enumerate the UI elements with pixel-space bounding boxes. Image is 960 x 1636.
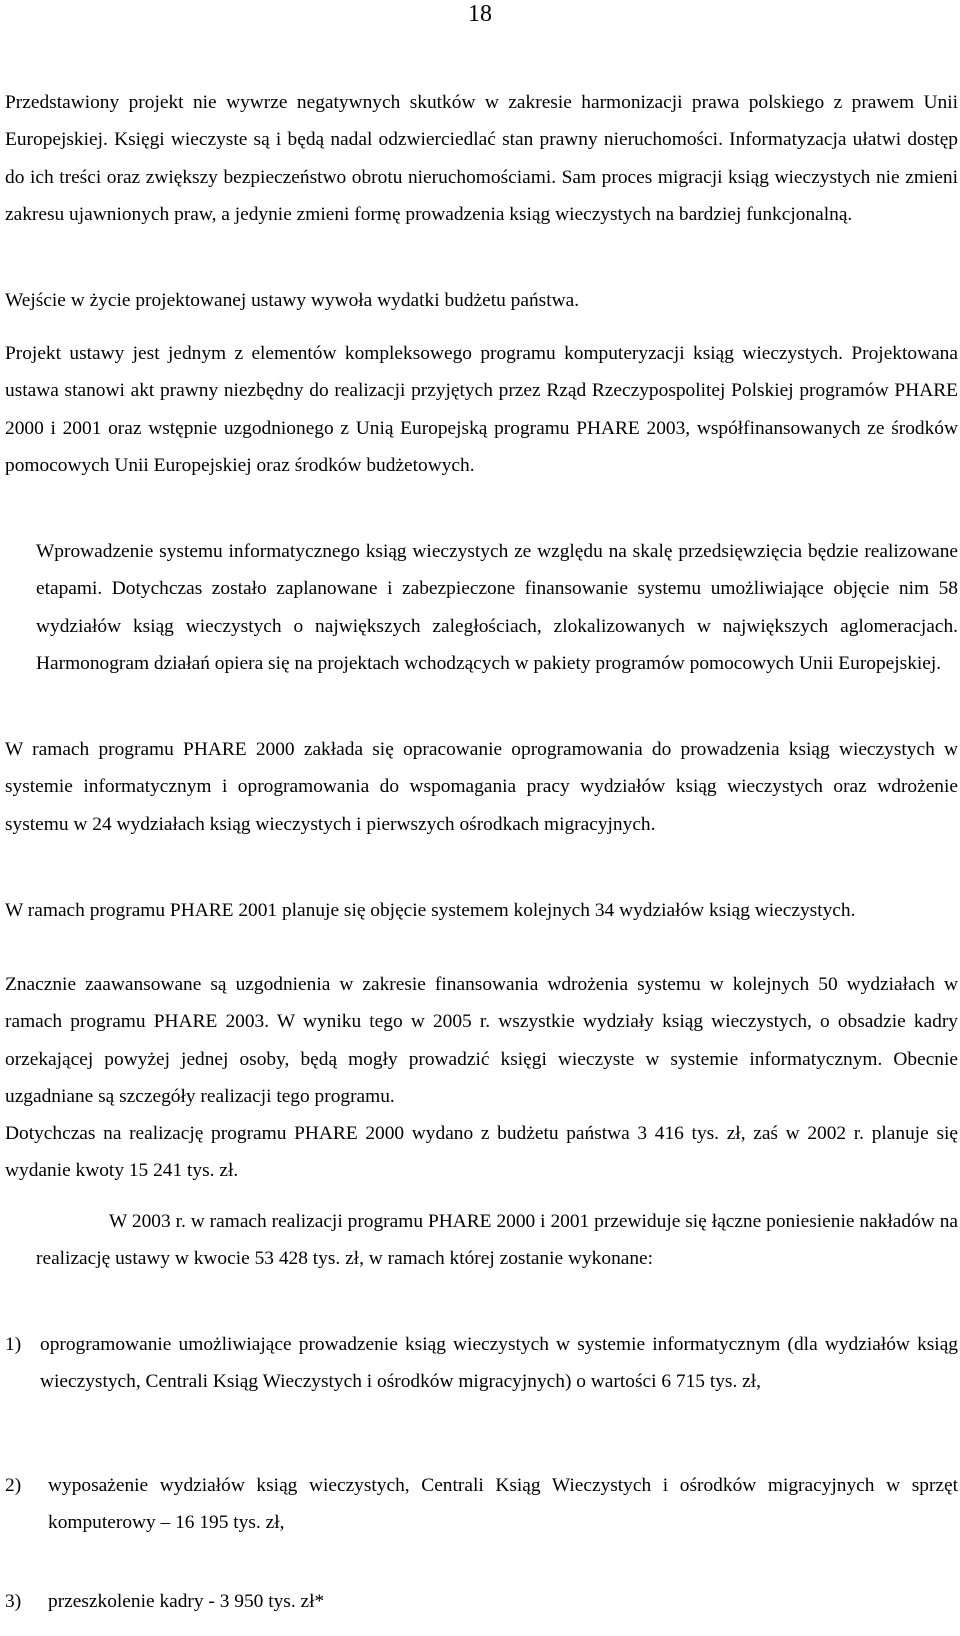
paragraph-2003-plan: W 2003 r. w ramach realizacji programu PHARE 2000 i 2001 przewiduje się łączne poniesienie nakładów na realizację ustawy w kwocie 53 428 tys. zł, w ramach której zostanie wykonane: xyxy=(36,1211,958,1270)
list-item-text: przeszkolenie kadry - 3 950 tys. zł* xyxy=(48,1591,325,1612)
list-item xyxy=(5,1326,958,1401)
list-item-number: 1) xyxy=(5,1334,22,1355)
paragraph-harmonization: Przedstawiony projekt nie wywrze negatywnych skutków w zakresie harmonizacji prawa polskiego z prawem Unii Europejskiej. Księgi wieczyste są i będą nadal odzwierciedlać stan prawny nieruchomości. Informatyzacja ułatwi dostęp do ich treści oraz zwiększy bezpieczeństwo obrotu nieruchomościami. Sam proces migracji ksiąg wieczystych nie zmieni zakresu ujawnionych praw, a jedynie zmieni formę prowadzenia ksiąg wieczystych na bardziej funkcjonalną. xyxy=(5,92,958,225)
paragraph-phare-2000: W ramach programu PHARE 2000 zakłada się opracowanie oprogramowania do prowadzenia ksiąg wieczystych w systemie informatycznym i oprogramowania do wspomagania pracy wydziałów ksiąg wieczystych oraz wdrożenie systemu w 24 wydziałach ksiąg wieczystych i pierwszych ośrodkach migracyjnych. xyxy=(5,739,958,835)
paragraph-expenditures: Dotychczas na realizację programu PHARE 2000 wydano z budżetu państwa 3 416 tys. zł, zaś w 2002 r. planuje się wydanie kwoty 15 241 tys. zł. xyxy=(5,1123,958,1182)
paragraph-budget-expenses: Wejście w życie projektowanej ustawy wywoła wydatki budżetu państwa. xyxy=(5,290,580,311)
paragraph-program-context: Projekt ustawy jest jednym z elementów kompleksowego programu komputeryzacji ksiąg wieczystych. Projektowana ustawa stanowi akt prawny niezbędny do realizacji przyjętych przez Rząd Rzeczypospolitej Polskiej programów PHARE 2000 i 2001 oraz wstępnie uzgodnionego z Unią Europejską programu PHARE 2003, współfinansowanych ze środków pomocowych Unii Europejskiej oraz środków budżetowych. xyxy=(5,343,958,476)
paragraph-phare-2003: Znacznie zaawansowane są uzgodnienia w zakresie finansowania wdrożenia systemu w kolejnych 50 wydziałach w ramach programu PHARE 2003. W wyniku tego w 2005 r. wszystkie wydziały ksiąg wieczystych, o obsadzie kadry orzekającej powyżej jednej osoby, będą mogły prowadzić księgi wieczyste w systemie informatycznym. Obecnie uzgadniane są szczegóły realizacji tego programu. xyxy=(5,974,958,1107)
list-item-text: wyposażenie wydziałów ksiąg wieczystych, Centrali Ksiąg Wieczystych i ośrodków migracyjnych w sprzęt komputerowy – 16 195 tys. zł, xyxy=(48,1475,958,1534)
paragraph-phare-2001: W ramach programu PHARE 2001 planuje się objęcie systemem kolejnych 34 wydziałów ksiąg wieczystych. xyxy=(5,900,856,921)
paragraph-implementation-stages: Wprowadzenie systemu informatycznego ksiąg wieczystych ze względu na skalę przedsięwzięcia będzie realizowane etapami. Dotychczas zostało zaplanowane i zabezpieczone finansowanie systemu umożliwiające objęcie nim 58 wydziałów ksiąg wieczystych o największych zaległościach, zlokalizowanych w największych aglomeracjach. Harmonogram działań opiera się na projektach wchodzących w pakiety programów pomocowych Unii Europejskiej. xyxy=(36,541,958,674)
list-item-text: oprogramowanie umożliwiające prowadzenie ksiąg wieczystych w systemie informatycznym (dla wydziałów ksiąg wieczystych, Centrali Ksiąg Wieczystych i ośrodków migracyjnych) o wartości 6 715 tys. zł, xyxy=(40,1334,958,1393)
list-item xyxy=(5,1467,958,1542)
list-item-number: 2) xyxy=(5,1475,22,1496)
list-item-number: 3) xyxy=(5,1591,22,1612)
list-item xyxy=(5,1583,958,1620)
page-number: 18 xyxy=(468,1,492,27)
